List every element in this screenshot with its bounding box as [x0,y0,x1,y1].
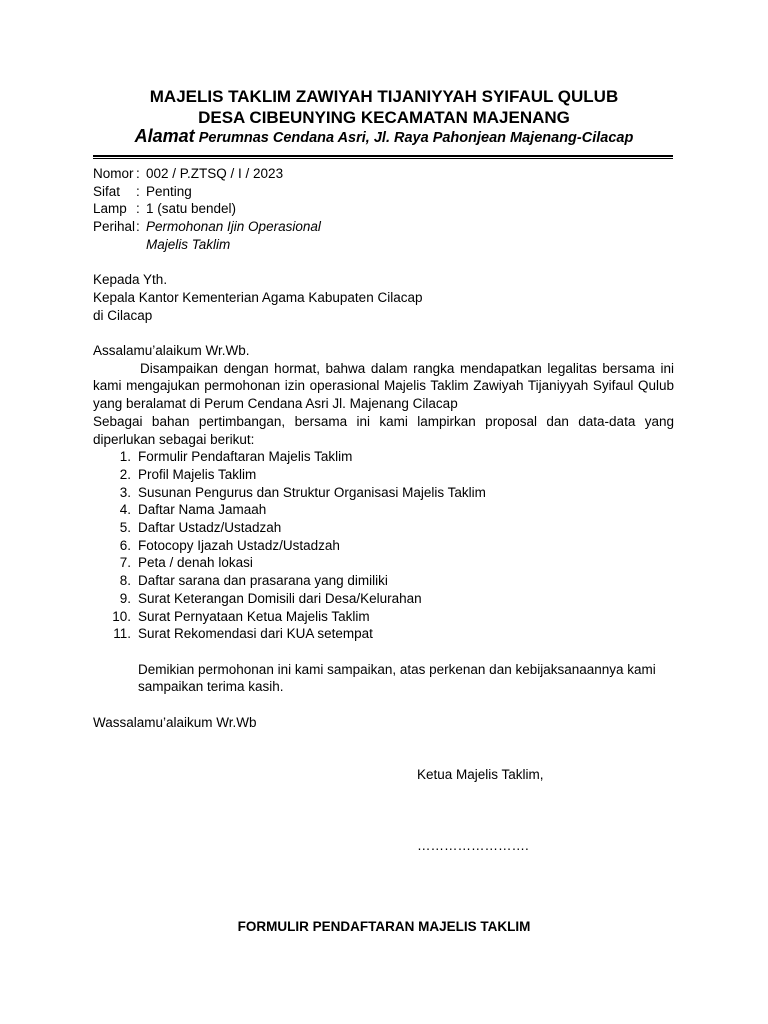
meta-lamp: Lamp : 1 (satu bendel) [93,201,237,217]
paragraph-attachments-intro: Sebagai bahan pertimbangan, bersama ini kami lampirkan proposal dan data-data yang diperlukan sebagai berikut: [93,413,674,447]
lamp-label: Lamp [93,201,127,217]
list-item: 2. Profil Majelis Taklim [119,466,257,482]
list-item: 7. Peta / denah lokasi [119,555,253,571]
next-section-title: FORMULIR PENDAFTARAN MAJELIS TAKLIM [237,919,531,934]
recipient-line2: Kepala Kantor Kementerian Agama Kabupaten Cilacap [93,289,423,305]
perihal-value-line1: Permohonan Ijin Operasional [146,219,321,235]
list-item: 3. Susunan Pengurus dan Struktur Organisasi Majelis Taklim [119,484,486,500]
list-item: 10. Surat Pernyataan Ketua Majelis Taklim [112,608,370,624]
farewell: Wassalamu’alaikum Wr.Wb [93,714,257,730]
attachment-list [93,448,674,643]
address-label: Alamat [134,126,195,146]
meta-perihal: Perihal : Permohonan Ijin Operasional [93,219,321,235]
list-item: 6. Fotocopy Ijazah Ustadz/Ustadzah [119,537,340,553]
sifat-label: Sifat [93,183,121,199]
list-item: 5. Daftar Ustadz/Ustadzah [119,520,282,536]
list-item: 9. Surat Keterangan Domisili dari Desa/Kelurahan [119,590,422,606]
meta-nomor: Nomor : 002 / P.ZTSQ / I / 2023 [93,166,284,181]
list-item: 1. Formulir Pendaftaran Majelis Taklim [119,449,353,465]
nomor-label: Nomor [93,166,134,181]
list-item: 4. Daftar Nama Jamaah [119,502,267,518]
recipient-line1: Kepada Yth. [93,272,168,288]
perihal-value-line2: Majelis Taklim [146,236,231,252]
signature-title: Ketua Majelis Taklim, [417,767,544,782]
list-item: 8. Daftar sarana dan prasarana yang dimiliki [119,573,388,589]
greeting: Assalamu’alaikum Wr.Wb. [93,343,250,358]
paragraph-intro: Disampaikan dengan hormat, bahwa dalam rangka mendapatkan legalitas bersama ini kami mengajukan permohonan izin operasional Majelis Taklim Zawiyah Tijaniyyah Syifaul Qulub yang beralamat di Perum Cendana Asri Jl. Majenang Cilacap [93,360,674,412]
letterhead-address [0,126,768,147]
lamp-value: 1 (satu bendel) [146,201,237,217]
closing-paragraph: Demikian permohonan ini kami sampaikan, atas perkenan dan kebijaksanaannya kami sampaikan terima kasih. [138,661,656,695]
letterhead-organization-name: MAJELIS TAKLIM ZAWIYAH TIJANIYYAH SYIFAUL QULUB [149,87,619,106]
sifat-value: Penting [146,183,192,199]
meta-sifat: Sifat : Penting [93,183,192,199]
signature-name-placeholder: ……………………. [417,838,529,853]
letterhead-divider-thick [93,155,673,157]
recipient-line3: di Cilacap [93,307,153,323]
address-text: Perumnas Cendana Asri, Jl. Raya Pahonjean Majenang-Cilacap [194,130,634,146]
letter-body [93,165,674,731]
list-item: 11. Surat Rekomendasi dari KUA setempat [113,626,373,642]
perihal-label: Perihal [93,219,136,235]
letterhead-location: DESA CIBEUNYING KECAMATAN MAJENANG [198,108,570,127]
letterhead-divider-thin [93,158,673,159]
nomor-value: 002 / P.ZTSQ / I / 2023 [146,166,284,181]
